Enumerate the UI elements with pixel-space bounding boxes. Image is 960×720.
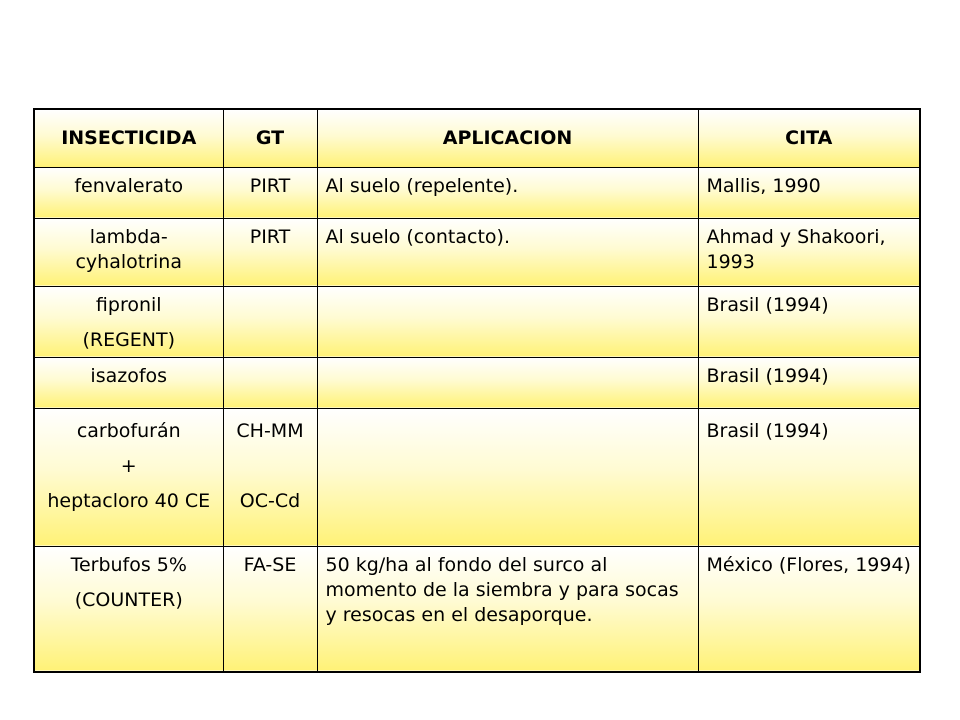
table-row [34, 408, 920, 546]
cita-text: Brasil (1994) [706, 364, 829, 387]
cell-cita [698, 218, 920, 286]
cell-gt [223, 357, 317, 408]
gt-line: PIRT [249, 225, 291, 248]
cell-insecticida [34, 286, 223, 357]
aplicacion-text: Al suelo (contacto). [325, 225, 510, 248]
cell-aplicacion [317, 546, 698, 672]
insecticida-line: isazofos [90, 364, 168, 387]
cell-cita [698, 286, 920, 357]
cell-aplicacion [317, 286, 698, 357]
cell-cita [698, 357, 920, 408]
insecticida-line: heptacloro 40 CE [47, 489, 211, 512]
cell-gt [223, 167, 317, 218]
header-aplicacion: APLICACION [317, 109, 698, 167]
insecticida-line: fenvalerato [74, 174, 184, 197]
table-row [34, 286, 920, 357]
cell-insecticida [34, 167, 223, 218]
cell-gt [223, 286, 317, 357]
table-row [34, 167, 920, 218]
insecticida-line: Terbufos 5% [70, 553, 187, 576]
cell-cita [698, 546, 920, 672]
cita-text: México (Flores, 1994) [706, 553, 911, 576]
insecticide-table [33, 108, 921, 673]
cita-text: Ahmad y Shakoori, 1993 [706, 225, 886, 273]
insecticida-line: fipronil [95, 293, 162, 316]
insecticida-line: (COUNTER) [74, 588, 183, 611]
gt-line: PIRT [249, 174, 291, 197]
gt-line: CH-MM [236, 419, 304, 442]
cita-text: Brasil (1994) [706, 293, 829, 316]
header-insecticida: INSECTICIDA [34, 109, 223, 167]
insecticida-line: + [120, 454, 137, 477]
cell-cita [698, 408, 920, 546]
cell-insecticida [34, 218, 223, 286]
table-row [34, 357, 920, 408]
cell-aplicacion [317, 357, 698, 408]
gt-line: FA-SE [243, 553, 297, 576]
cell-aplicacion [317, 167, 698, 218]
cita-text: Brasil (1994) [706, 419, 829, 442]
cell-gt [223, 218, 317, 286]
table-row [34, 546, 920, 672]
cell-gt [223, 546, 317, 672]
cell-insecticida [34, 408, 223, 546]
cell-aplicacion [317, 408, 698, 546]
gt-line: OC-Cd [239, 489, 301, 512]
insecticida-line: (REGENT) [82, 328, 176, 351]
cell-aplicacion [317, 218, 698, 286]
header-cita: CITA [698, 109, 920, 167]
cell-gt [223, 408, 317, 546]
aplicacion-text: Al suelo (repelente). [325, 174, 519, 197]
insecticida-line: carbofurán [76, 419, 181, 442]
table-row [34, 218, 920, 286]
cell-insecticida [34, 357, 223, 408]
cell-insecticida [34, 546, 223, 672]
cita-text: Mallis, 1990 [706, 174, 821, 197]
table-header-row [34, 109, 920, 167]
header-gt: GT [223, 109, 317, 167]
aplicacion-text: 50 kg/ha al fondo del surco al momento de la siembra y para socas y resocas en el desaporque. [325, 553, 679, 626]
insecticida-line: lambda-cyhalotrina [75, 225, 182, 273]
cell-cita [698, 167, 920, 218]
